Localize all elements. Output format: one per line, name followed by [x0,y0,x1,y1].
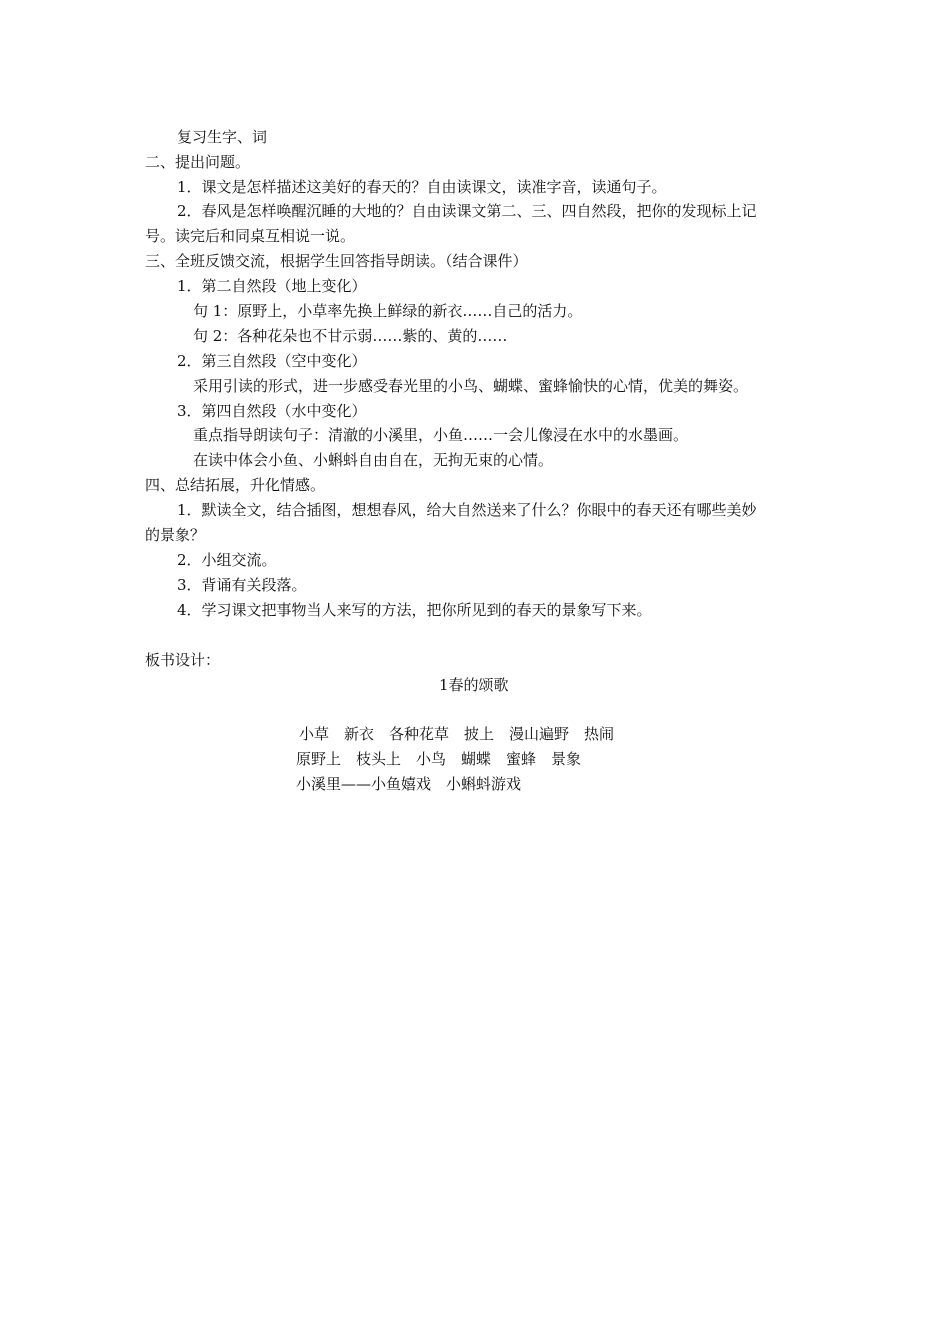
para-4-text-2: 在读中体会小鱼、小蝌蚪自由自在，无拘无束的心情。 [193,451,554,469]
para-2-heading: 1．第二自然段（地上变化） [177,277,367,295]
section-heading-3: 三、全班反馈交流，根据学生回答指导朗读。（结合课件） [145,252,528,270]
section-heading-4: 四、总结拓展，升化情感。 [145,476,326,494]
section-heading-2: 二、提出问题。 [145,153,251,171]
question-1: 1．课文是怎样描述这美好的春天的？自由读课文，读准字音，读通句子。 [177,178,667,196]
board-design-label: 板书设计： [145,651,221,669]
question-2: 2．春风是怎样唤醒沉睡的大地的？自由读课文第二、三、四自然段，把你的发现标上记 [177,202,757,220]
board-row-3: 小溪里——小鱼嬉戏 小蝌蚪游戏 [296,775,522,793]
board-row-2: 原野上 枝头上 小鸟 蝴蝶 蜜蜂 景象 [296,750,582,768]
task-2: 2．小组交流。 [177,551,277,569]
task-1: 1．默读全文，结合插图，想想春风，给大自然送来了什么？你眼中的春天还有哪些美妙 [177,501,757,519]
para-4-text-1: 重点指导朗读句子：清澈的小溪里，小鱼……一会儿像浸在水中的水墨画。 [193,426,689,444]
task-3: 3．背诵有关段落。 [177,576,307,594]
task-4: 4．学习课文把事物当人来写的方法，把你所见到的春天的景象写下来。 [177,601,652,619]
para-3-text: 采用引读的形式，进一步感受春光里的小鸟、蝴蝶、蜜蜂愉快的心情，优美的舞姿。 [193,377,749,395]
board-title: 1春的颂歌 [439,676,509,694]
question-2-cont: 号。读完后和同桌互相说一说。 [145,227,356,245]
para-4-heading: 3．第四自然段（水中变化） [177,402,367,420]
task-1-cont: 的景象？ [145,526,206,544]
review-line: 复习生字、词 [177,128,268,146]
sentence-2: 句 2：各种花朵也不甘示弱……紫的、黄的…… [193,327,508,345]
board-row-1: 小草 新衣 各种花草 披上 漫山遍野 热闹 [299,725,615,743]
sentence-1: 句 1：原野上，小草率先换上鲜绿的新衣……自己的活力。 [193,302,583,320]
para-3-heading: 2．第三自然段（空中变化） [177,352,367,370]
